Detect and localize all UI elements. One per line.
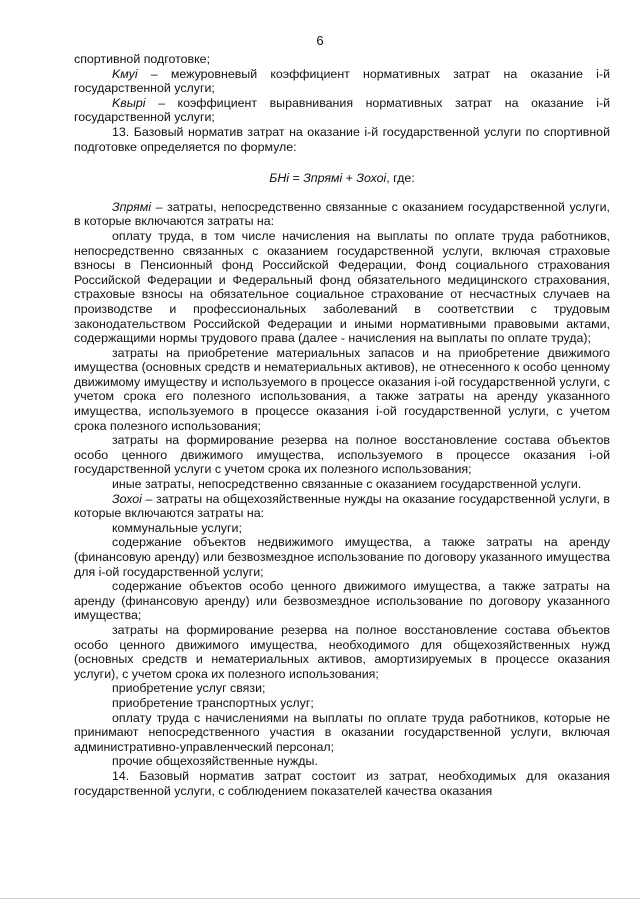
definition-zpr [74,200,610,229]
list-item: содержание объектов недвижимого имущества, а также затраты на аренду (финансовую аренду) или безвозмездное использование по договору указанного имущества для i-ой государственной услуги; [74,535,610,579]
variable-kmu: Kмуi [112,66,138,81]
definition-kmu-text: – межуровневый коэффициент нормативных затрат на оказание i-й государственной услуги; [74,66,610,96]
list-item: содержание объектов особо ценного движимого имущества, а также затраты на аренду (финансовую аренду) или безвозмездное использование по договору указанного имущества; [74,579,610,623]
definition-kmu [74,67,610,96]
definition-zpr-text: – затраты, непосредственно связанные с оказанием государственной услуги, в которые включаются затраты на: [74,199,610,229]
formula-equals: = [289,171,304,186]
formula-zpr: Зпрямi [303,171,343,186]
formula-zoh: Зохоi [356,171,387,186]
formula-bn: БНi [269,171,290,186]
paragraph-13: 13. Базовый норматив затрат на оказание i-й государственной услуги по спортивной подготовке определяется по формуле: [74,124,610,154]
list-item: коммунальные услуги; [112,520,242,535]
page-edge-divider [0,898,640,899]
variable-zpr: Зпрямi [112,199,152,214]
list-item: приобретение услуг связи; [112,681,266,696]
document-body [74,52,610,798]
page-number: 6 [316,33,324,48]
list-item: оплату труда с начислениями на выплаты по оплате труда работников, которые не принимают непосредственного участия в оказании государственной услуги, включая административно-управленческий персонал; [74,710,610,754]
list-item: прочие общехозяйственные нужды. [112,754,318,769]
formula-plus: + [342,171,357,186]
list-item: оплату труда, в том числе начисления на выплаты по оплате труда работников, непосредственно связанных с оказанием государственной услуги, включая страховые взносы в Пенсионный фонд Российской Федерации, Фонд социального страхования Российской Федерации и Федеральный фонд обязательного медицинского страхования, страховые взносы на обязательное социальное страхование от несчастных случаев на производстве и профессиональных заболеваний в соответствии с трудовым законодательством Российской Федерации и иными нормативными правовыми актами, содержащими нормы трудового права (далее - начисления на выплаты по оплате труда); [74,228,610,346]
list-item: иные затраты, непосредственно связанные с оказанием государственной услуги. [112,477,582,492]
paragraph-14: 14. Базовый норматив затрат состоит из затрат, необходимых для оказания государственной услуги, с соблюдением показателей качества оказания [74,768,610,798]
variable-zoh: Зохоi [112,491,142,506]
definition-kvyr [74,96,610,125]
definition-kvyr-text: – коэффициент выравнивания нормативных затрат на оказание i-й государственной услуги; [74,95,610,125]
variable-kvyr: Kвырi [112,95,146,110]
list-item: затраты на формирование резерва на полное восстановление состава объектов особо ценного движимого имущества, необходимого для общехозяйственных нужд (основных средств и нематериальных активов, амортизируемых в процессе оказания услуги), с учетом срока их полезного использования; [74,622,610,681]
formula-tail: , где: [386,171,415,186]
list-item: приобретение транспортных услуг; [112,695,314,710]
list-item: затраты на приобретение материальных запасов и на приобретение движимого имущества (основных средств и нематериальных активов), не отнесенного к особо ценному движимому имуществу и используемого в процессе оказания i-ой государственной услуги, с учетом срока его полезного использования, а также затраты на аренду указанного имущества, используемого в процессе оказания i-ой государственной услуги, с учетом срока полезного использования; [74,345,610,433]
list-item: затраты на формирование резерва на полное восстановление состава объектов особо ценного движимого имущества, используемого в процессе оказания i-ой государственной услуги с учетом срока их полезного использования; [74,433,610,477]
formula [74,171,610,186]
paragraph-continuation: спортивной подготовке; [74,52,211,66]
definition-zoh-text: – затраты на общехозяйственные нужды на оказание государственной услуги, в которые включаются затраты на: [74,491,610,521]
definition-zoh [74,492,610,521]
